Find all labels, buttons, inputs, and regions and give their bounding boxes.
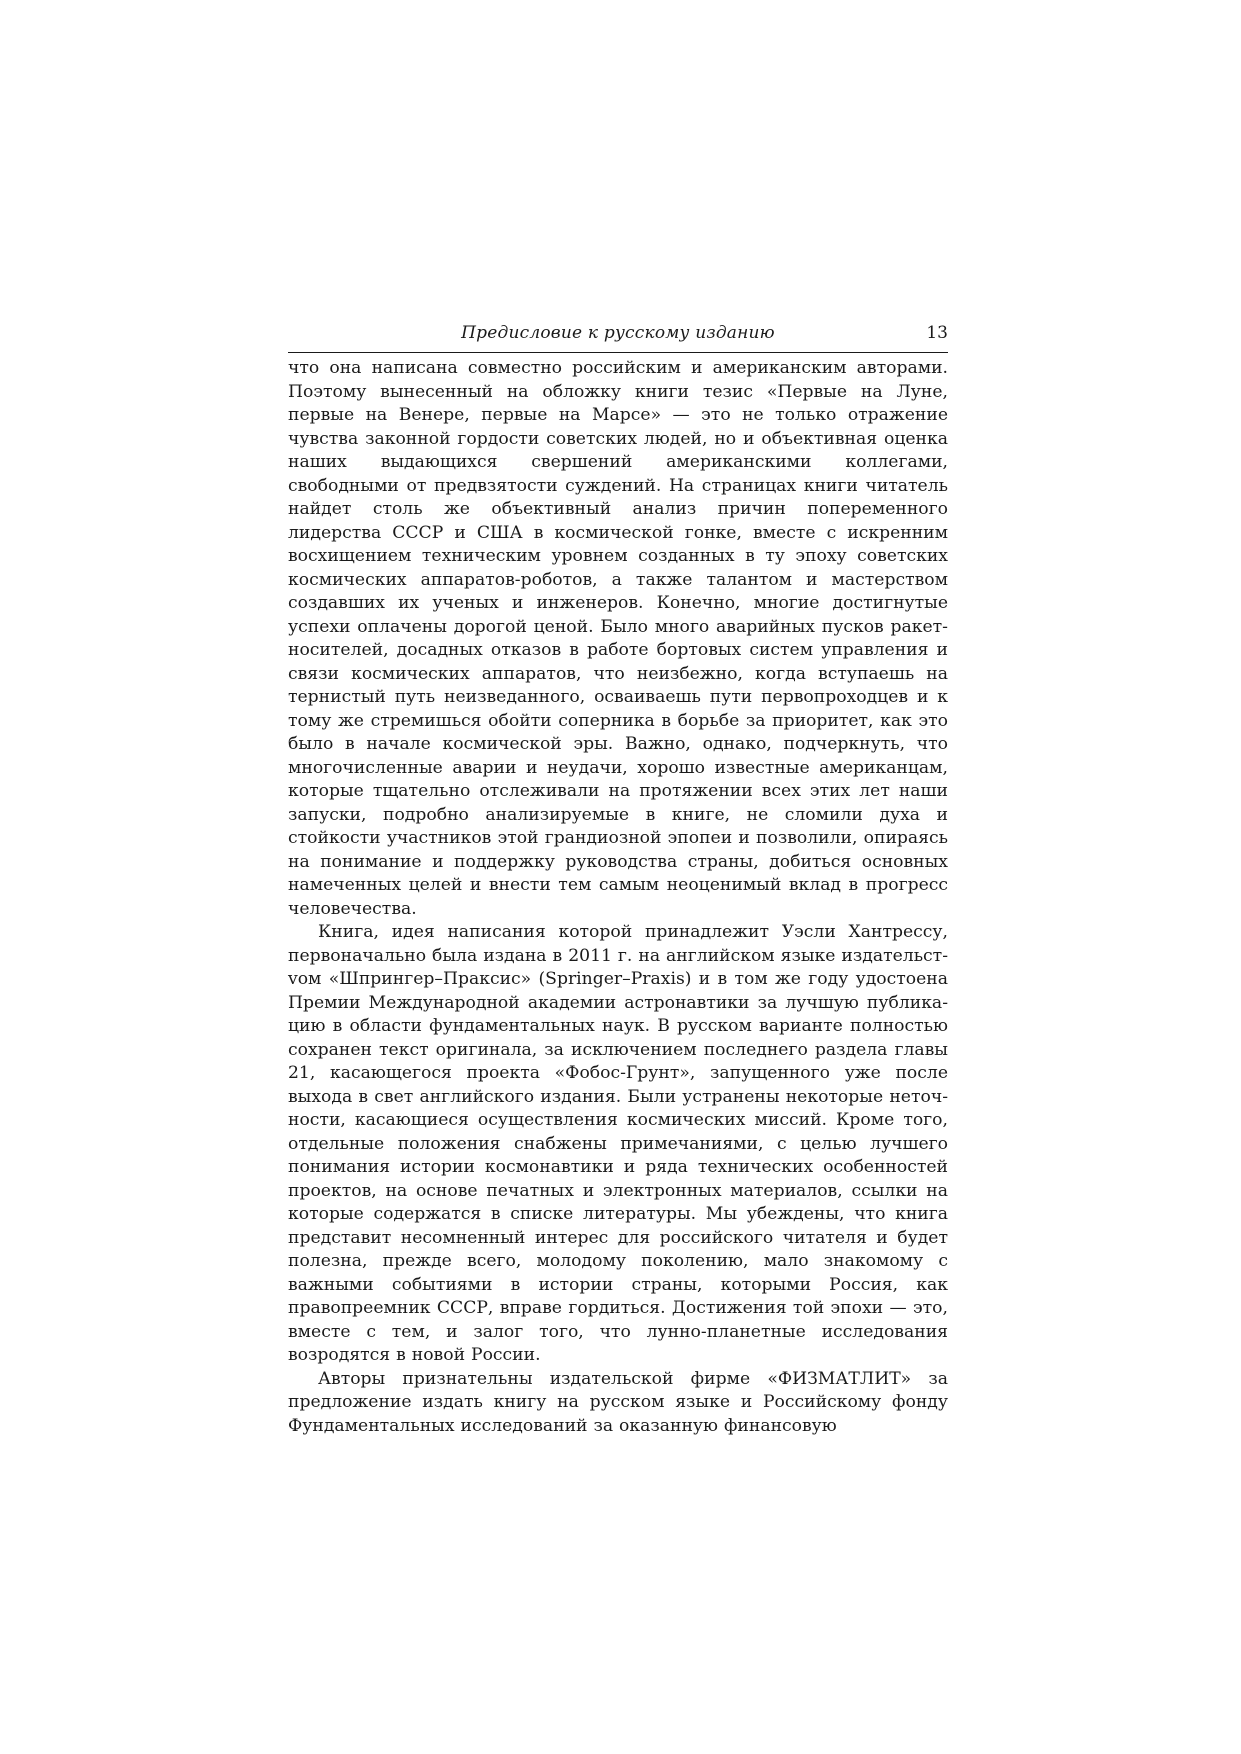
page-number: 13 (926, 323, 948, 343)
running-head-title: Предисловие к русскому изданию (461, 323, 775, 343)
paragraph-1: что она написана совместно российским и американским авторами. Поэтому вынесенный на обложку книги тезис «Первые на Луне, первые на Венере, первые на Марсе» — это не только отражение чувства законной гордости советских людей, но и объективная оценка наших выдающихся свершений американскими коллегами, свободными от предвзятости суждений. На страницах книги читатель найдет столь же объективный анализ причин попеременного лидерства СССР и США в космической гонке, вместе с искренним восхищением техническим уровнем созданных в ту эпоху советских космических аппаратов-роботов, а также талантом и мастерством создавших их ученых и инженеров. Конечно, многие достигнутые успехи оплачены дорогой ценой. Было много аварийных пусков ракет-носителей, досадных отказов в работе бортовых систем управления и связи космических аппаратов, что неизбежно, когда вступаешь на тернистый путь неизведанного, осваиваешь пути первопроходцев и к тому же стремишься обойти соперника в борьбе за приоритет, как это было в начале космической эры. Важно, однако, подчеркнуть, что многочисленные аварии и неудачи, хорошо известные американцам, которые тщательно отслеживали на протяжении всех этих лет наши запуски, подробно анализируемые в книге, не сломили духа и стойкости участников этой грандиозной эпопеи и позволили, опираясь на понимание и поддержку руководства страны, добиться основных намеченных целей и внести тем самым неоценимый вклад в прогресс человечества. (288, 358, 948, 919)
book-page (288, 318, 948, 1438)
paragraph-2: Книга, идея написания которой принадлежит Уэсли Хантрессу, первоначально была издана в 2011 г. на английском языке издательстvом «Шпрингер–Праксис» (Springer–Praxis) и в том же году удостоена Премии Международной академии астронавтики за лучшую публикацию в области фундаментальных наук. В русском варианте полностью сохранен текст оригинала, за исключением последнего раздела главы 21, касающегося проекта «Фобос-Грунт», запущенного уже после выхода в свет английского издания. Были устранены некоторые неточности, касающиеся осуществления космических миссий. Кроме того, отдельные положения снабжены примечаниями, с целью лучшего понимания истории космонавтики и ряда технических особенностей проектов, на основе печатных и электронных материалов, ссылки на которые содержатся в списке литературы. Мы убеждены, что книга представит несомненный интерес для российского читателя и будет полезна, прежде всего, молодому поколению, мало знакомому с важными событиями в истории страны, которыми Россия, как правопреемник СССР, вправе гордиться. Достижения той эпохи — это, вместе с тем, и залог того, что лунно-планетные исследования возродятся в новой России. (288, 922, 948, 1365)
running-head (288, 318, 948, 353)
body-text (288, 357, 948, 1438)
paragraph-3: Авторы признательны издательской фирме «ФИЗМАТЛИТ» за предложение издать книгу на русском языке и Российскому фонду Фундаментальных исследований за оказанную финансовую (288, 1368, 948, 1436)
